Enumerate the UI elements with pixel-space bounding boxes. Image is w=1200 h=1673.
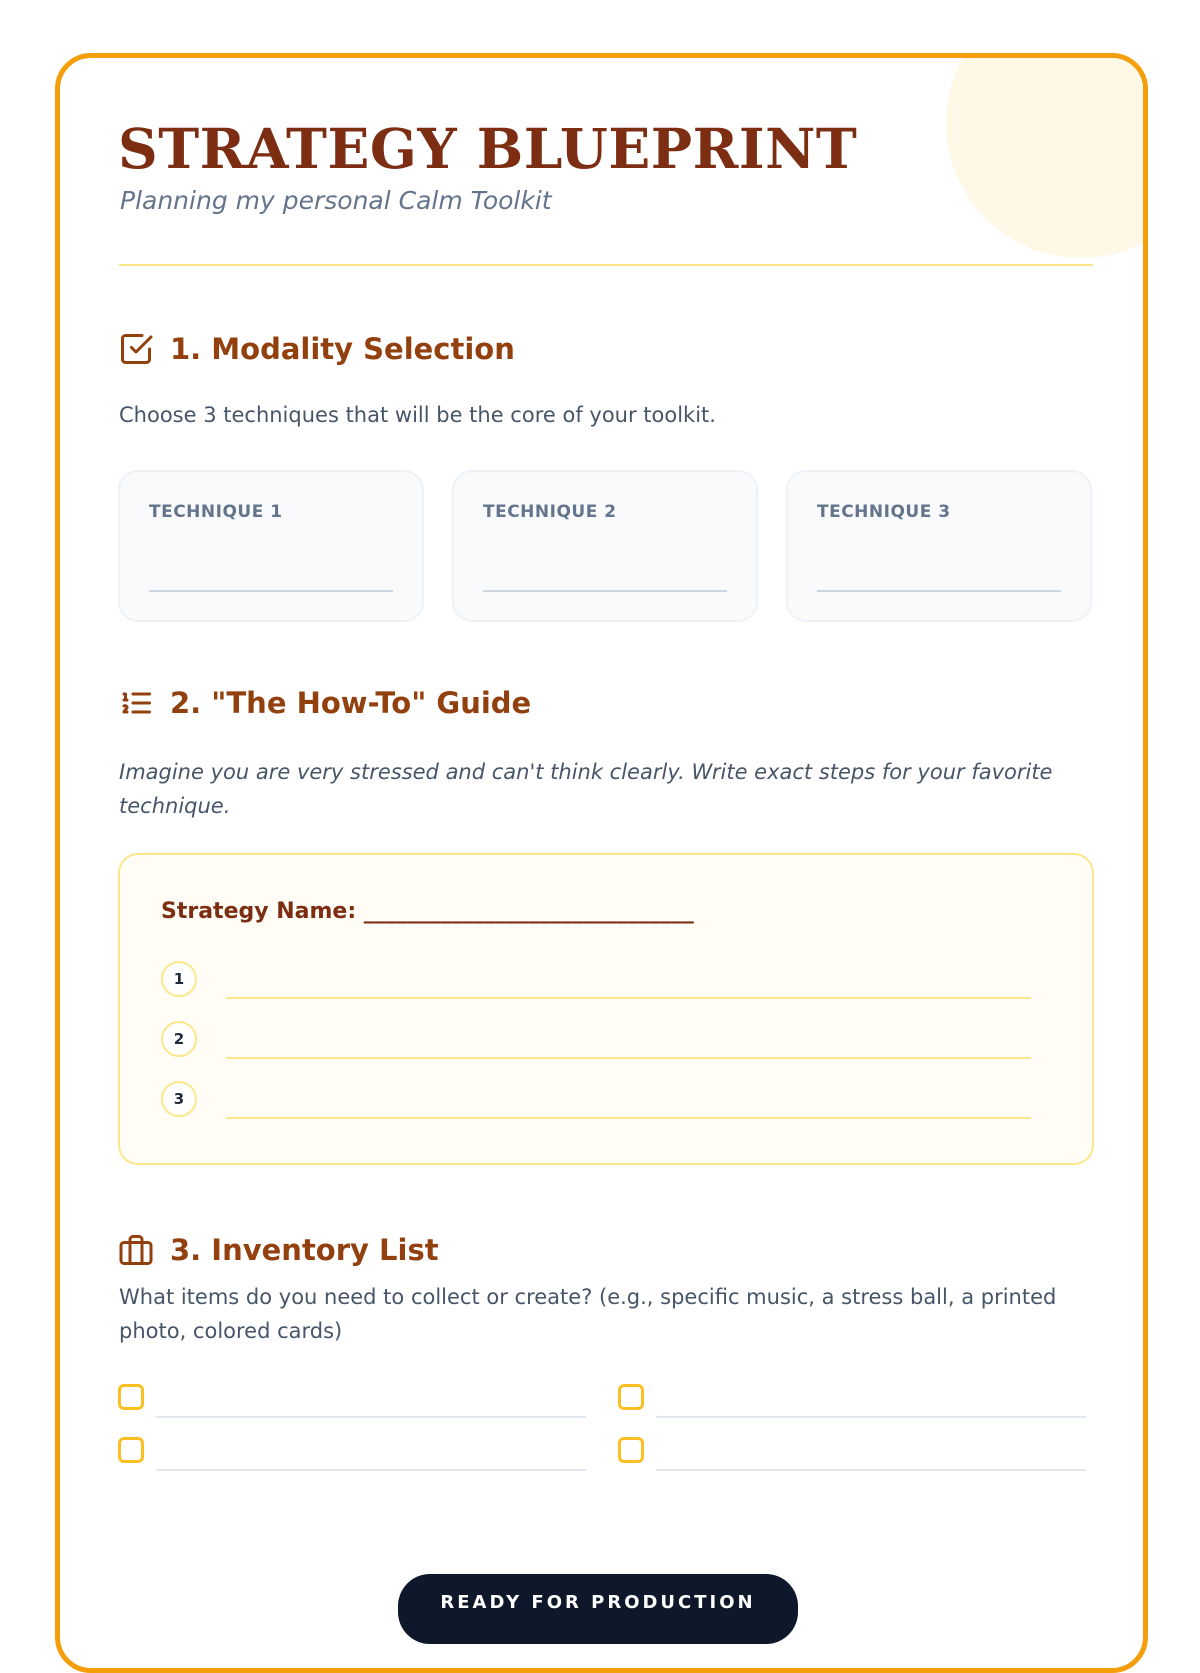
page-subtitle: Planning my personal Calm Toolkit <box>120 186 552 215</box>
step-row[interactable] <box>161 1021 1031 1061</box>
page-title: STRATEGY BLUEPRINT <box>118 116 858 181</box>
step-number-badge: 1 <box>161 961 197 997</box>
inventory-line[interactable] <box>156 1416 586 1418</box>
step-row[interactable] <box>161 961 1031 1001</box>
inventory-item[interactable] <box>118 1382 586 1418</box>
decorative-circle <box>946 53 1148 258</box>
technique-3-label: TECHNIQUE 3 <box>817 502 951 522</box>
section-modality-heading <box>118 329 515 369</box>
inventory-item[interactable] <box>118 1435 586 1471</box>
technique-3-line[interactable] <box>817 590 1061 592</box>
section-inventory-description: What items do you need to collect or create? (e.g., specific music, a stress ball, a printed photo, colored cards) <box>119 1285 1057 1343</box>
inventory-checkbox[interactable] <box>118 1437 144 1463</box>
briefcase-icon <box>118 1232 154 1268</box>
strategy-name-field[interactable]: Strategy Name: ______________________________ <box>161 899 694 924</box>
step-line[interactable] <box>226 1057 1031 1059</box>
section-modality-title: 1. Modality Selection <box>170 332 515 366</box>
step-line[interactable] <box>226 997 1031 999</box>
step-line[interactable] <box>226 1117 1031 1119</box>
technique-1-line[interactable] <box>149 590 393 592</box>
howto-box <box>118 853 1094 1165</box>
section-inventory-title: 3. Inventory List <box>170 1233 439 1267</box>
technique-1-label: TECHNIQUE 1 <box>149 502 283 522</box>
technique-2-line[interactable] <box>483 590 727 592</box>
inventory-checkbox[interactable] <box>618 1437 644 1463</box>
blueprint-card <box>55 53 1148 1673</box>
technique-3-box[interactable] <box>786 470 1092 622</box>
technique-1-box[interactable] <box>118 470 424 622</box>
step-row[interactable] <box>161 1081 1031 1121</box>
inventory-checkbox[interactable] <box>118 1384 144 1410</box>
numbered-list-icon <box>118 685 154 721</box>
ready-for-production-button[interactable]: READY FOR PRODUCTION <box>398 1574 798 1644</box>
inventory-line[interactable] <box>156 1469 586 1471</box>
section-inventory-heading <box>118 1230 439 1270</box>
step-number-badge: 3 <box>161 1081 197 1117</box>
section-howto-title: 2. "The How-To" Guide <box>170 686 532 720</box>
step-number-badge: 2 <box>161 1021 197 1057</box>
header-divider <box>119 264 1093 266</box>
technique-2-label: TECHNIQUE 2 <box>483 502 617 522</box>
inventory-line[interactable] <box>656 1469 1086 1471</box>
technique-2-box[interactable] <box>452 470 758 622</box>
section-howto-heading <box>118 683 531 723</box>
section-howto-description: Imagine you are very stressed and can't think clearly. Write exact steps for your favorite technique. <box>119 760 1053 818</box>
inventory-line[interactable] <box>656 1416 1086 1418</box>
inventory-item[interactable] <box>618 1382 1086 1418</box>
checkbox-icon <box>118 331 154 367</box>
section-modality-description: Choose 3 techniques that will be the core of your toolkit. <box>119 403 716 427</box>
inventory-checkbox[interactable] <box>618 1384 644 1410</box>
inventory-item[interactable] <box>618 1435 1086 1471</box>
